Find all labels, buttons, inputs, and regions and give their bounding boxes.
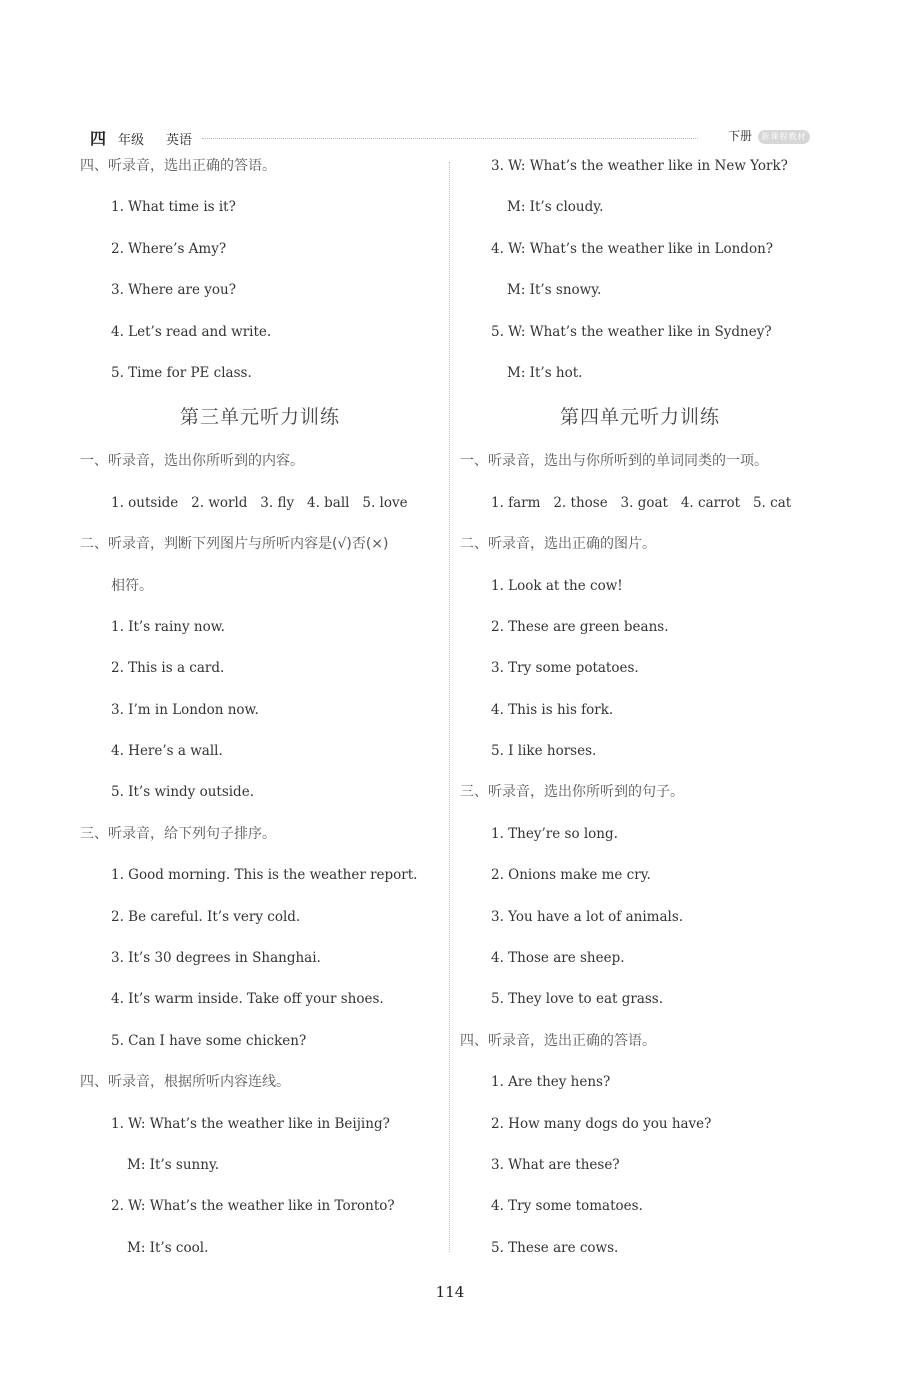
header-divider <box>202 138 698 139</box>
page-header <box>90 126 810 148</box>
section-title: 四、听录音，根据所听内容连线。 <box>80 1074 290 1091</box>
dialogue-line: M: It’s cool. <box>127 1239 209 1256</box>
list-item: 3. Where are you? <box>111 282 236 299</box>
list-item: 4. Those are sheep. <box>491 950 625 967</box>
list-item: 1. It’s rainy now. <box>111 618 225 635</box>
right-column <box>460 146 820 1269</box>
header-grade: 四 <box>90 129 107 148</box>
header-grade-label: 年级 <box>118 133 145 148</box>
list-item: 5. I like horses. <box>491 743 597 760</box>
section-title: 四、听录音，选出正确的答语。 <box>460 1032 656 1049</box>
list-item: 1. They’re so long. <box>491 825 618 842</box>
section-title: 一、听录音，选出与你所听到的单词同类的一项。 <box>460 453 768 470</box>
header-subject: 英语 <box>166 133 193 148</box>
list-item: 1. What time is it? <box>111 199 236 216</box>
list-item: 2. Onions make me cry. <box>491 867 651 884</box>
word-options: 1. outside 2. world 3. fly 4. ball 5. love <box>111 494 408 511</box>
left-column <box>80 146 440 1269</box>
list-item: 5. It’s windy outside. <box>111 784 254 801</box>
list-item: 3. You have a lot of animals. <box>491 908 684 925</box>
header-volume: 下册 <box>727 129 752 143</box>
column-divider <box>449 162 450 1252</box>
page-number: 114 <box>435 1283 465 1301</box>
word-options: 1. farm 2. those 3. goat 4. carrot 5. cat <box>491 494 792 511</box>
dialogue-line: 4. W: What’s the weather like in London? <box>491 240 774 257</box>
section-title: 二、听录音，选出正确的图片。 <box>460 536 656 553</box>
list-item: 2. How many dogs do you have? <box>491 1115 712 1132</box>
unit-title: 第四单元听力训练 <box>559 406 720 429</box>
header-series-badge: 新课程教材 <box>758 130 810 144</box>
section-title: 四、听录音，选出正确的答语。 <box>80 158 276 174</box>
section-title-continuation: 相符。 <box>111 577 153 594</box>
dialogue-line: M: It’s hot. <box>507 364 583 381</box>
list-item: 1. Are they hens? <box>491 1074 611 1091</box>
list-item: 1. Good morning. This is the weather report. <box>111 867 418 884</box>
list-item: 3. Try some potatoes. <box>491 660 639 677</box>
list-item: 5. These are cows. <box>491 1239 619 1256</box>
list-item: 1. Look at the cow! <box>491 577 623 594</box>
dialogue-line: M: It’s snowy. <box>507 282 602 299</box>
list-item: 3. I’m in London now. <box>111 701 259 718</box>
list-item: 3. What are these? <box>491 1156 620 1173</box>
list-item: 5. Time for PE class. <box>111 364 252 381</box>
section-title: 三、听录音，选出你所听到的句子。 <box>460 784 684 801</box>
list-item: 5. They love to eat grass. <box>491 991 664 1008</box>
list-item: 3. It’s 30 degrees in Shanghai. <box>111 950 321 967</box>
dialogue-line: 2. W: What’s the weather like in Toronto? <box>111 1198 395 1215</box>
dialogue-line: 1. W: What’s the weather like in Beijing? <box>111 1115 390 1132</box>
list-item: 2. Where’s Amy? <box>111 240 227 257</box>
list-item: 4. It’s warm inside. Take off your shoes. <box>111 991 384 1008</box>
list-item: 4. Here’s a wall. <box>111 743 223 760</box>
list-item: 4. Try some tomatoes. <box>491 1198 643 1215</box>
dialogue-line: 5. W: What’s the weather like in Sydney? <box>491 323 772 340</box>
unit-title: 第三单元听力训练 <box>179 406 340 429</box>
section-title: 三、听录音，给下列句子排序。 <box>80 825 276 842</box>
dialogue-line: M: It’s sunny. <box>127 1156 220 1173</box>
dialogue-line: M: It’s cloudy. <box>507 199 604 216</box>
list-item: 2. This is a card. <box>111 660 225 677</box>
list-item: 2. These are green beans. <box>491 618 669 635</box>
list-item: 2. Be careful. It’s very cold. <box>111 908 301 925</box>
dialogue-line: 3. W: What’s the weather like in New York? <box>491 158 788 174</box>
section-title: 一、听录音，选出你所听到的内容。 <box>80 453 304 470</box>
section-title: 二、听录音，判断下列图片与所听内容是(√)否(×) <box>80 536 389 553</box>
list-item: 5. Can I have some chicken? <box>111 1032 307 1049</box>
list-item: 4. This is his fork. <box>491 701 614 718</box>
list-item: 4. Let’s read and write. <box>111 323 272 340</box>
